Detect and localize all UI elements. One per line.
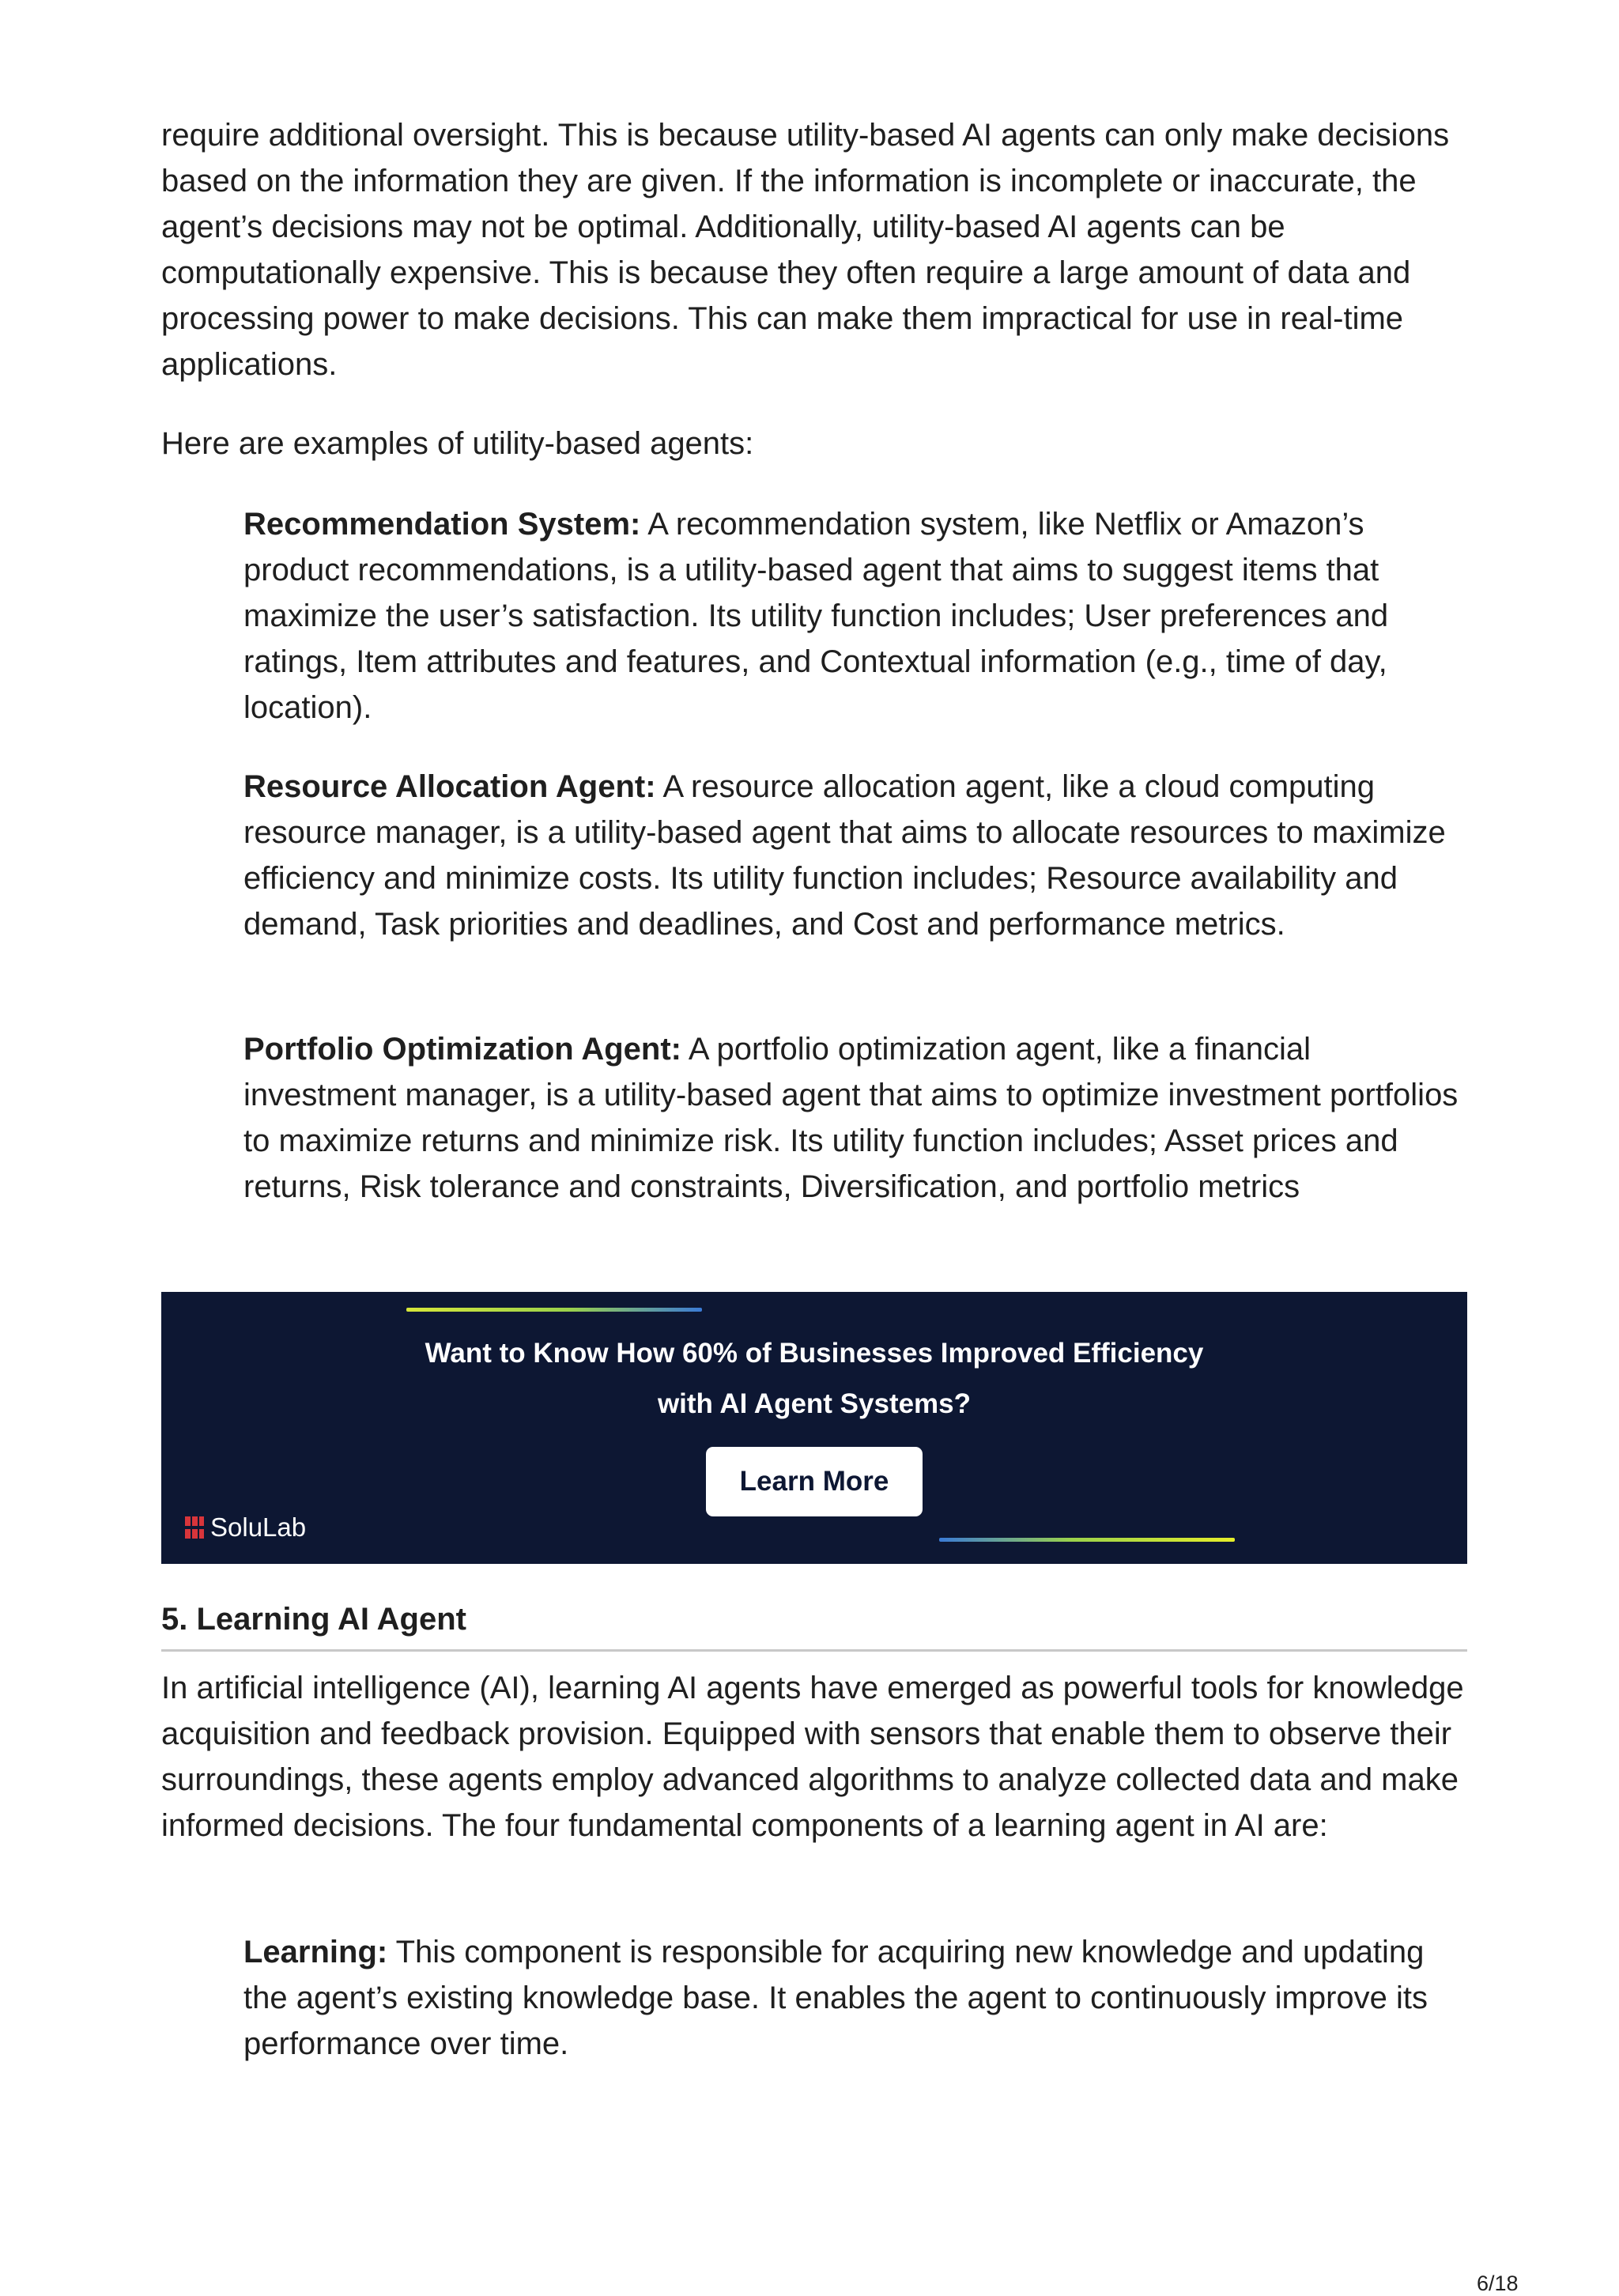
- logo-text: SoluLab: [210, 1512, 307, 1542]
- banner-headline-line1: Want to Know How 60% of Businesses Improved Efficiency: [425, 1338, 1204, 1369]
- section-heading: 5. Learning AI Agent: [161, 1597, 1467, 1652]
- learning-agent-paragraph: In artificial intelligence (AI), learning AI agents have emerged as powerful tools for knowledge acquisition and feedback provision. Equipped with sensors that enable them to observe their surroundings, these agents employ advanced algorithms to analyze collected data and make informed decisions. The four fundamental components of a learning agent in AI are:: [161, 1671, 1464, 1843]
- intro-paragraph: require additional oversight. This is because utility-based AI agents can only make decisions based on the information they are given. If the information is incomplete or inaccurate, the agent’s decisions may not be optimal. Additionally, utility-based AI agents can be computationally expensive. This is because they often require a large amount of data and processing power to make decisions. This can make them impractical for use in real-time applications.: [161, 118, 1450, 382]
- example-item-recommendation: [243, 501, 1467, 731]
- banner-headline-line2: with AI Agent Systems?: [657, 1388, 972, 1419]
- example-item-resource-allocation: [243, 764, 1467, 947]
- learn-more-button[interactable]: Learn More: [706, 1447, 923, 1516]
- solulab-logo-icon: [185, 1516, 204, 1539]
- example-term: Recommendation System:: [243, 507, 641, 542]
- promo-banner[interactable]: [161, 1292, 1467, 1564]
- example-text: A resource allocation agent, like a cloud computing resource manager, is a utility-based agent that aims to allocate resources to maximize efficiency and minimize costs. Its utility function includes; Resource availability and demand, Task priorities and deadlines, and Cost and performance metrics.: [243, 769, 1446, 942]
- component-item-learning: [243, 1929, 1467, 2067]
- banner-headline: [161, 1328, 1467, 1429]
- component-term: Learning:: [243, 1935, 388, 1969]
- example-item-portfolio-optimization: [243, 1026, 1467, 1210]
- example-text: A recommendation system, like Netflix or Amazon’s product recommendations, is a utility-based agent that aims to suggest items that maximize the user’s satisfaction. Its utility function includes; User preferences and ratings, Item attributes and features, and Contextual information (e.g., time of day, location).: [243, 507, 1389, 725]
- example-term: Portfolio Optimization Agent:: [243, 1032, 682, 1067]
- example-term: Resource Allocation Agent:: [243, 769, 656, 804]
- page-number: 6/18: [1477, 2271, 1519, 2295]
- component-text: This component is responsible for acquiring new knowledge and updating the agent’s existing knowledge base. It enables the agent to continuously improve its performance over time.: [243, 1935, 1428, 2061]
- examples-intro: Here are examples of utility-based agents:: [161, 426, 754, 461]
- banner-accent-line-bottom: [939, 1538, 1235, 1542]
- solulab-logo: [185, 1512, 306, 1543]
- example-text: A portfolio optimization agent, like a financial investment manager, is a utility-based agent that aims to optimize investment portfolios to maximize returns and minimize risk. Its utility function includes; Asset prices and returns, Risk tolerance and constraints, Diversification, and portfolio metrics: [243, 1032, 1459, 1204]
- banner-accent-line-top: [406, 1308, 702, 1312]
